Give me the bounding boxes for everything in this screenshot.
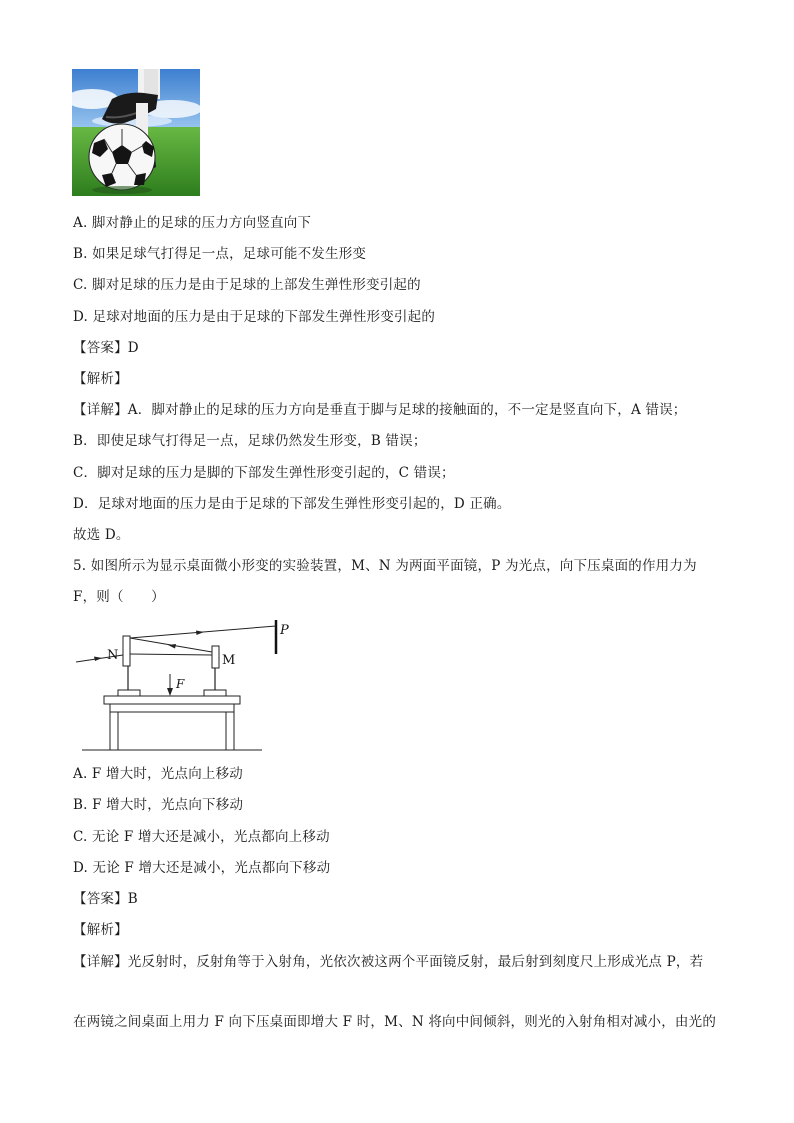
q4-option-d: D. 足球对地面的压力是由于足球的下部发生弹性形变引起的	[73, 309, 436, 325]
q4-detail-3: C．脚对足球的压力是脚的下部发生弹性形变引起的，C 错误；	[73, 465, 455, 481]
mirror-experiment-diagram	[70, 614, 300, 756]
q5-stem-line-1: 5. 如图所示为显示桌面微小形变的实验装置，M、N 为两面平面镜，P 为光点，向下压桌面的作用力为	[73, 558, 697, 574]
q4-detail-1: 【详解】A．脚对静止的足球的压力方向是垂直于脚与足球的接触面的，不一定是竖直向下，A 错误；	[73, 402, 687, 418]
q5-detail-2: 在两镜之间桌面上用力 F 向下压桌面即增大 F 时，M、N 将向中间倾斜，则光的入射角相对减小，由光的	[73, 1014, 717, 1030]
q5-option-b: B. F 增大时，光点向下移动	[73, 797, 244, 813]
label-p: P	[280, 623, 289, 638]
q4-detail-5: 故选 D。	[73, 527, 130, 543]
q4-option-b: B. 如果足球气打得足一点，足球可能不发生形变	[73, 246, 367, 262]
q4-detail-4: D．足球对地面的压力是由于足球的下部发生弹性形变引起的，D 正确。	[73, 496, 511, 512]
q5-option-d: D. 无论 F 增大还是减小，光点都向下移动	[73, 860, 331, 876]
label-f: F	[176, 677, 185, 691]
q5-detail-1: 【详解】光反射时，反射角等于入射角，光依次被这两个平面镜反射，最后射到刻度尺上形成光点 P，若	[73, 954, 704, 970]
q4-option-a: A. 脚对静止的足球的压力方向竖直向下	[73, 215, 312, 231]
football-photo	[72, 69, 200, 196]
q4-answer: 【答案】D	[73, 340, 139, 356]
q4-analysis-title: 【解析】	[73, 371, 128, 387]
q5-stem-line-2: F，则（ ）	[73, 589, 165, 605]
q5-option-c: C. 无论 F 增大还是减小，光点都向上移动	[73, 829, 330, 845]
q5-answer: 【答案】B	[73, 891, 138, 907]
q4-option-c: C. 脚对足球的压力是由于足球的上部发生弹性形变引起的	[73, 277, 421, 293]
label-n: N	[107, 648, 119, 663]
q5-analysis-title: 【解析】	[73, 922, 128, 938]
q4-detail-2: B．即使足球气打得足一点，足球仍然发生形变，B 错误；	[73, 433, 427, 449]
q5-option-a: A. F 增大时，光点向上移动	[73, 766, 243, 782]
label-m: M	[222, 653, 236, 668]
